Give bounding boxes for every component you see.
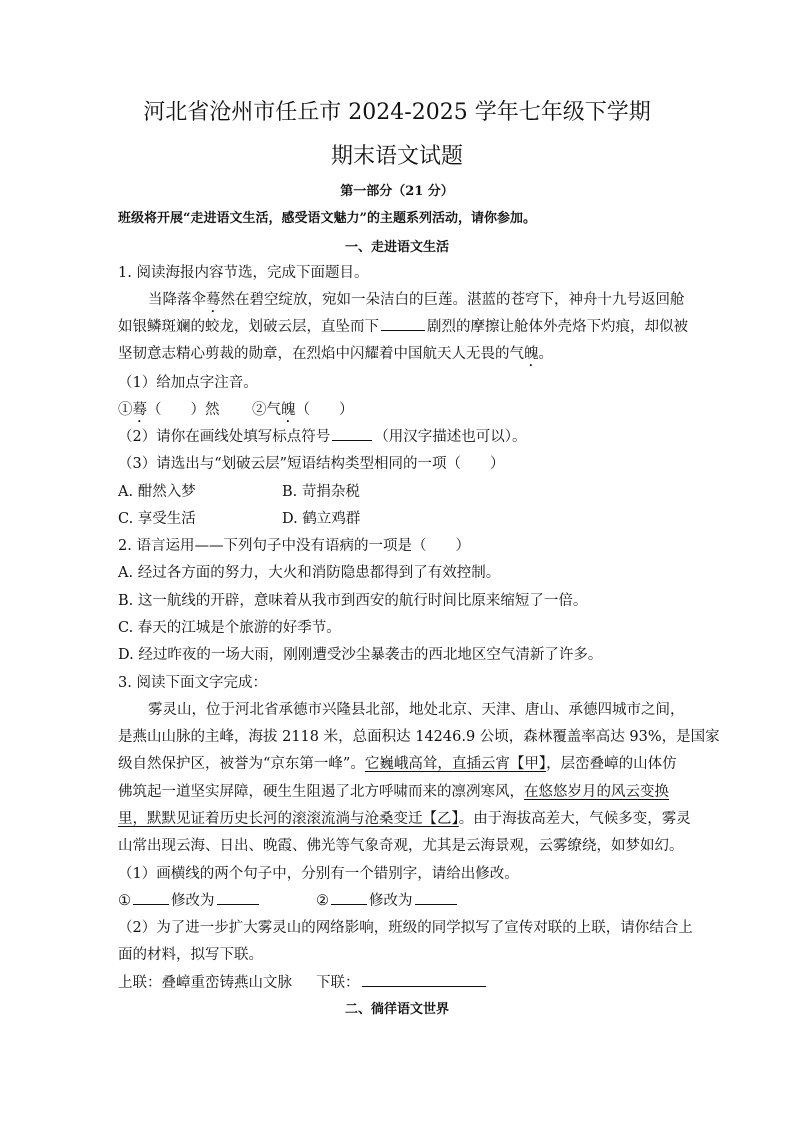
exam-subtitle: 期末语文试题 (330, 144, 463, 169)
q1-stem: 1. 阅读海报内容节选，完成下面题目。 (118, 265, 369, 281)
exam-title: 河北省沧州市任丘市 2024-2025 学年七年级下学期 (143, 100, 651, 125)
underlined-sentence-jia: 它巍峨高耸，直插云宵【甲】 (364, 756, 547, 772)
q1-sub3: （3）请选出与“划破云层”短语结构类型相同的一项（ ） (118, 456, 505, 472)
couplet-lower-label: 下联： (316, 975, 360, 991)
wrong-char-blank[interactable] (331, 890, 367, 905)
q1-passage-text: 当降落伞 (148, 292, 206, 308)
q3-passage-text: ，层峦叠嶂的山体仿 (546, 756, 677, 772)
option-c[interactable]: C. 享受生活 (118, 511, 196, 527)
q3-fix-a (118, 889, 261, 910)
fix-label: 修改为 (369, 893, 413, 909)
q1-passage-line-2 (118, 315, 688, 336)
item-marker: ②气 (252, 402, 281, 418)
option-b[interactable]: B. 苛捐杂税 (282, 484, 360, 500)
q3-passage-text: 佛筑起一道坚实屏障，硬生生阻遏了北方呼啸而来的凛冽寒风， (118, 784, 524, 800)
q3-passage-line-2: 是燕山山脉的主峰，海拔 2118 米，总面积达 14246.9 公顷，森林覆盖率高达 93%，是国家 (118, 729, 720, 745)
correct-char-blank[interactable] (415, 890, 457, 905)
q3-fix-b (316, 889, 459, 910)
option-d[interactable]: D. 鹤立鸡群 (282, 511, 361, 527)
option-a[interactable]: A. 酣然入梦 (118, 484, 196, 500)
couplet-lower (316, 971, 486, 992)
q1-sub1-answer-b (252, 398, 354, 426)
q1-passage-text: 剧烈的摩擦让舱体外壳烙下灼痕，却似被 (427, 319, 688, 335)
dotted-char: 蓦 (132, 402, 147, 418)
underlined-sentence-yi: 在悠悠岁月的风云变换 (524, 784, 669, 800)
answer-slot[interactable]: （ ） (295, 402, 354, 418)
q2-option-b[interactable]: B. 这一航线的开辟，意味着从我市到西安的航行时间比原来缩短了一倍。 (118, 593, 588, 609)
q1-sub2 (118, 425, 526, 446)
q1-passage-line-1 (148, 288, 685, 316)
item-marker: ① (118, 402, 133, 418)
couplet-answer-blank[interactable] (362, 972, 486, 987)
q3-stem: 3. 阅读下面文字完成： (118, 675, 267, 691)
q1-passage-text: 然在碧空绽放，宛如一朵洁白的巨莲。湛蓝的苍穹下，神舟十九号返回舱 (220, 292, 685, 308)
q3-passage-line-3 (118, 752, 677, 773)
q1-sub2-text: （用汉字描述也可以）。 (374, 429, 527, 445)
wrong-char-blank[interactable] (133, 890, 169, 905)
q3-sub1: （1）画横线的两个句子中，分别有一个错别字，请给出修改。 (118, 866, 519, 882)
underlined-sentence-yi: 里，默默见证着历史长河的滚滚流淌与沧桑变迁【乙】 (118, 811, 459, 827)
q1-passage-text: 。 (538, 346, 553, 362)
section-heading-1: 一、走进语文生活 (344, 240, 449, 255)
q1-sub1: （1）给加点字注音。 (118, 375, 258, 391)
correct-char-blank[interactable] (217, 890, 259, 905)
couplet-upper: 上联：叠嶂重峦铸燕山文脉 (118, 975, 292, 991)
q1-passage-text: 坚韧意志精心剪裁的勋章，在烈焰中闪耀着中国航天人无畏的气 (118, 346, 524, 362)
q3-passage-text: 。由于海拔高差大，气候多变，雾灵 (458, 811, 691, 827)
section-heading-2: 二、徜徉语文世界 (344, 1002, 449, 1017)
punctuation-blank[interactable] (381, 316, 425, 331)
q3-passage-line-1: 雾灵山，位于河北省承德市兴隆县北部，地处北京、天津、唐山、承德四城市之间， (148, 702, 685, 718)
q1-sub2-text: （2）请你在画线处填写标点符号 (118, 429, 331, 445)
activity-intro: 班级将开展“走进语文生活，感受语文魅力”的主题系列活动，请你参加。 (118, 211, 536, 226)
q2-option-c[interactable]: C. 春天的江城是个旅游的好季节。 (118, 620, 341, 636)
dotted-char: 魄 (281, 402, 296, 418)
q1-passage-text: 如银鳞斑斓的蛟龙，划破云层，直坠而下 (118, 319, 379, 335)
dotted-char: 魄 (524, 346, 539, 362)
q2-stem: 2. 语言运用——下列句子中没有语病的一项是（ ） (118, 538, 470, 554)
q3-sub2-line-1: （2）为了进一步扩大雾灵山的网络影响，班级的同学拟写了宣传对联的上联，请你结合上 (118, 920, 693, 936)
q1-sub1-answer-a (118, 398, 220, 426)
q2-option-d[interactable]: D. 经过昨夜的一场大雨，刚刚遭受沙尘暴袭击的西北地区空气清新了许多。 (118, 647, 603, 663)
q3-passage-line-4 (118, 780, 669, 801)
fix-label: 修改为 (171, 893, 215, 909)
item-marker: ① (118, 893, 131, 909)
q2-option-a[interactable]: A. 经过各方面的努力，大火和消防隐患都得到了有效控制。 (118, 565, 501, 581)
dotted-char: 蓦 (206, 292, 221, 308)
q3-sub2-line-2: 面的材料，拟写下联。 (118, 947, 263, 963)
q3-passage-line-6: 山常出现云海、日出、晚霞、佛光等气象奇观，尤其是云海景观，云雾缭绕，如梦如幻。 (118, 838, 684, 854)
q3-passage-line-5 (118, 807, 691, 828)
item-marker: ② (316, 893, 329, 909)
q1-passage-line-3 (118, 342, 553, 370)
q3-passage-text: 级自然保护区，被誉为“京东第一峰”。 (118, 756, 365, 772)
part-heading: 第一部分（21 分） (340, 184, 454, 199)
answer-slot[interactable]: （ ）然 (147, 402, 220, 418)
answer-blank[interactable] (332, 426, 372, 441)
